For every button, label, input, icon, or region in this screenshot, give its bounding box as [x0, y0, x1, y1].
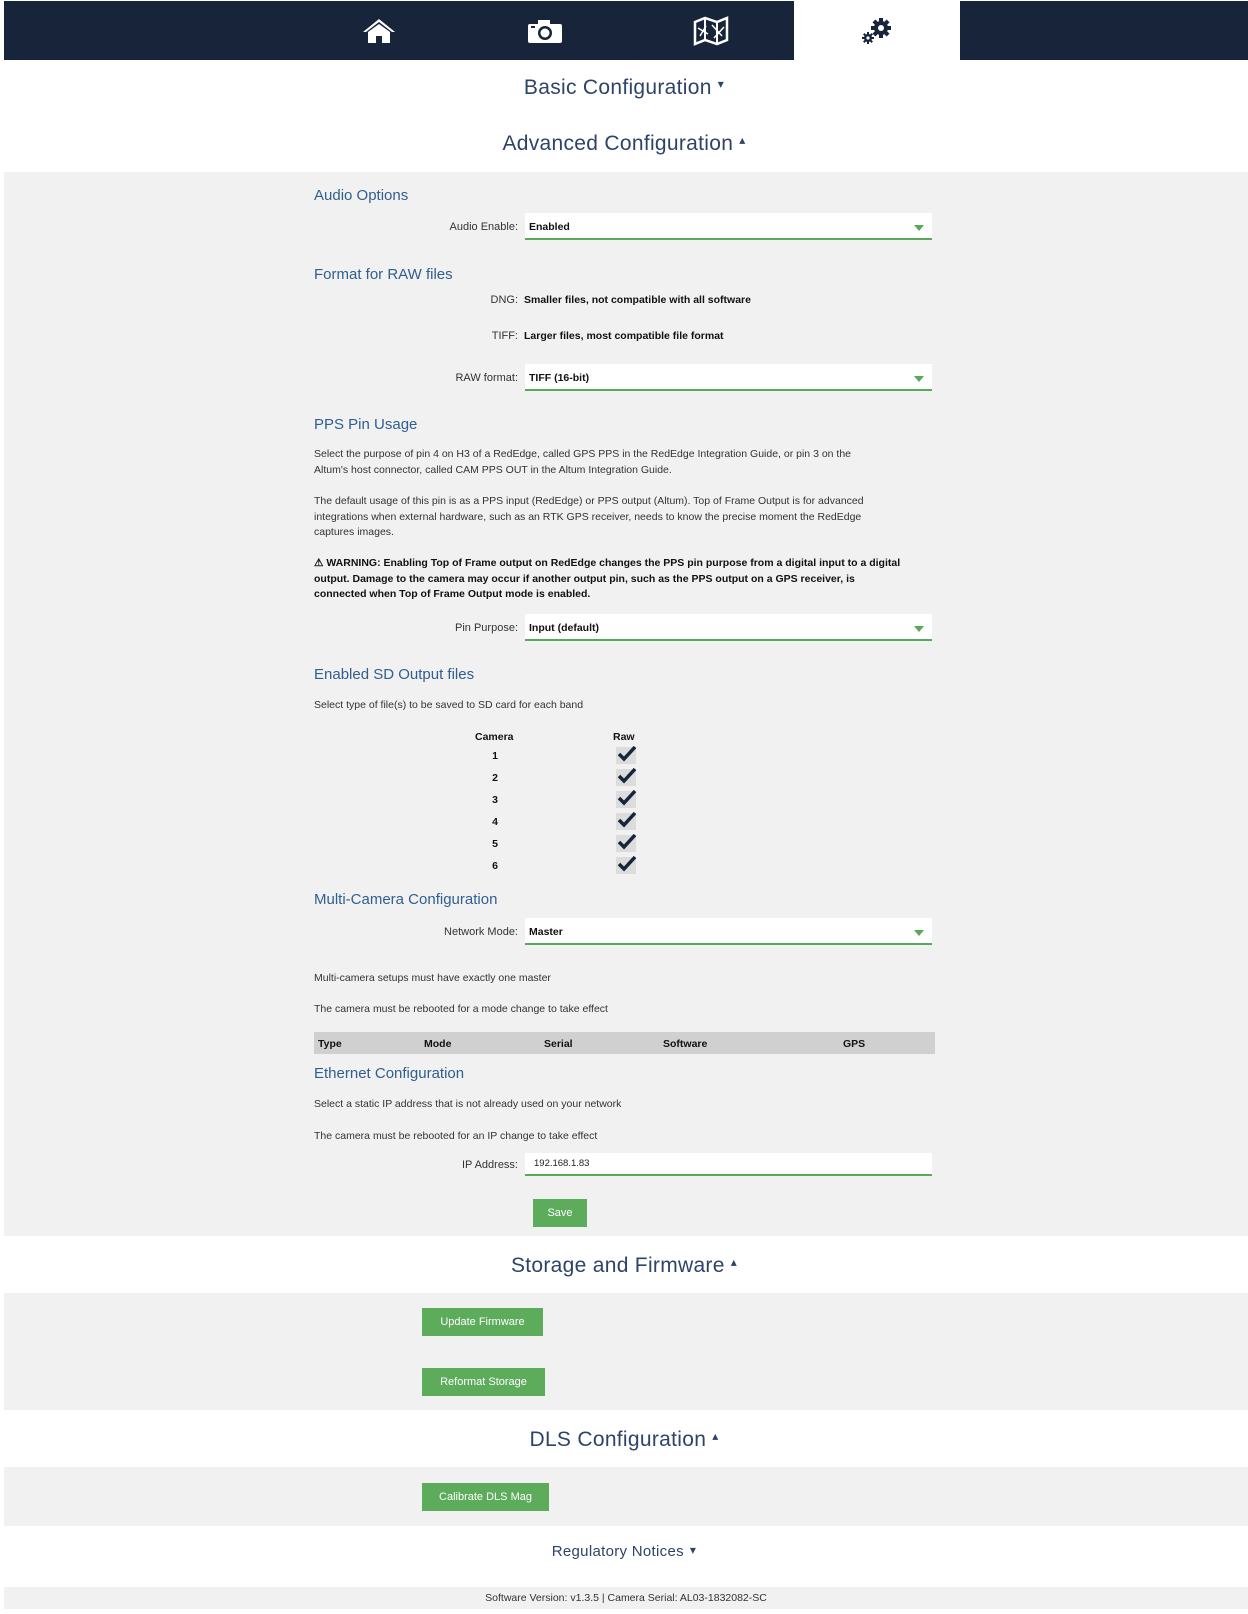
pps-warning-line-3: connected when Top of Frame Output mode is enabled. — [314, 588, 591, 600]
tiff-label: TIFF: — [491, 330, 518, 342]
dls-config-toggle[interactable] — [0, 1428, 1248, 1452]
reformat-storage-button[interactable]: Reformat Storage — [422, 1368, 545, 1396]
caret-down-icon: ▾ — [689, 1543, 697, 1557]
caret-down-icon: ▾ — [717, 77, 725, 91]
calibrate-dls-mag-button[interactable]: Calibrate DLS Mag — [422, 1483, 549, 1511]
dng-description: Smaller files, not compatible with all software — [524, 294, 751, 306]
checkmark-icon — [617, 854, 637, 872]
home-icon — [361, 17, 397, 45]
advanced-config-toggle[interactable] — [0, 132, 1248, 156]
audio-enable-label: Audio Enable: — [449, 221, 518, 233]
pps-desc-2-line-1: The default usage of this pin is as a PPS input (RedEdge) or PPS output (Altum). Top of Frame Output is for advanced — [314, 495, 864, 507]
raw-format-label: RAW format: — [455, 372, 518, 384]
network-mode-label: Network Mode: — [444, 926, 518, 938]
col-serial: Serial — [544, 1038, 573, 1050]
checkmark-icon — [617, 788, 637, 806]
pps-desc-2-line-2: integrations when external hardware, such as an RTK GPS receiver, needs to know the precise moment the RedEdge — [314, 510, 862, 523]
caret-up-icon: ▴ — [730, 1255, 738, 1269]
col-type: Type — [318, 1038, 342, 1050]
dropdown-arrow-icon — [914, 930, 924, 936]
tab-home[interactable] — [296, 1, 462, 60]
raw-checkbox-1[interactable] — [616, 747, 636, 764]
update-firmware-button[interactable]: Update Firmware — [422, 1308, 543, 1336]
pin-purpose-label: Pin Purpose: — [455, 622, 518, 634]
dropdown-arrow-icon — [914, 225, 924, 231]
raw-checkbox-3[interactable] — [616, 791, 636, 808]
raw-checkbox-2[interactable] — [616, 769, 636, 786]
pps-description-1 — [314, 447, 936, 478]
checkmark-icon — [617, 832, 637, 850]
gears-icon — [859, 16, 895, 46]
top-nav — [4, 1, 1248, 60]
pps-desc-2-line-3: captures images. — [314, 526, 394, 538]
pps-heading: PPS Pin Usage — [314, 416, 418, 433]
save-button[interactable]: Save — [533, 1199, 587, 1227]
camera-table-header — [314, 1032, 935, 1054]
pps-desc-1-line-1: Select the purpose of pin 4 on H3 of a RedEdge, called GPS PPS in the RedEdge Integration Guide, or pin 3 on the — [314, 448, 852, 460]
col-software: Software — [663, 1038, 708, 1050]
dls-config-label: DLS Configuration — [529, 1428, 707, 1451]
storage-firmware-panel — [4, 1293, 1248, 1410]
caret-up-icon: ▴ — [739, 133, 746, 147]
camera-number: 3 — [492, 794, 498, 806]
network-mode-select[interactable] — [525, 918, 932, 945]
raw-format-heading: Format for RAW files — [314, 266, 453, 283]
pps-desc-1-line-2: Altum's host connector, called CAM PPS OUT in the Altum Integration Guide. — [314, 463, 672, 476]
ip-address-value: 192.168.1.83 — [534, 1158, 590, 1169]
col-mode: Mode — [424, 1038, 452, 1050]
audio-enable-value: Enabled — [529, 221, 570, 233]
raw-format-value: TIFF (16-bit) — [529, 372, 590, 384]
raw-format-select[interactable] — [525, 364, 932, 391]
sd-output-description: Select type of file(s) to be saved to SD card for each band — [314, 699, 584, 711]
checkmark-icon — [617, 766, 637, 784]
ip-address-label: IP Address: — [461, 1159, 518, 1171]
pin-purpose-value: Input (default) — [529, 622, 599, 634]
multicam-note-master: Multi-camera setups must have exactly one master — [314, 972, 551, 984]
raw-checkbox-4[interactable] — [616, 813, 636, 830]
multicam-note-reboot: The camera must be rebooted for a mode change to take effect — [314, 1003, 608, 1015]
sd-output-heading: Enabled SD Output files — [314, 666, 475, 683]
col-gps: GPS — [843, 1038, 866, 1050]
camera-number: 4 — [492, 816, 498, 828]
camera-number: 1 — [492, 750, 498, 762]
ethernet-note-reboot: The camera must be rebooted for an IP change to take effect — [314, 1130, 598, 1142]
basic-config-toggle[interactable] — [0, 76, 1248, 100]
camera-number: 6 — [492, 860, 498, 872]
regulatory-notices-toggle[interactable] — [0, 1543, 1248, 1560]
dropdown-arrow-icon — [914, 376, 924, 382]
ip-address-input[interactable] — [525, 1153, 932, 1176]
advanced-config-label: Advanced Configuration — [502, 132, 734, 155]
storage-firmware-label: Storage and Firmware — [510, 1254, 725, 1277]
raw-checkbox-6[interactable] — [616, 857, 636, 874]
dng-label: DNG: — [490, 294, 518, 306]
raw-checkbox-5[interactable] — [616, 835, 636, 852]
pps-warning-line-2: output. Damage to the camera may occur if another output pin, such as the PPS output on a GPS receiver, is — [314, 572, 855, 585]
caret-up-icon: ▴ — [712, 1429, 719, 1443]
pps-warning — [314, 556, 936, 603]
tiff-description: Larger files, most compatible file format — [524, 330, 724, 342]
camera-icon — [526, 17, 564, 45]
camera-number: 2 — [492, 772, 498, 784]
regulatory-notices-label: Regulatory Notices — [551, 1543, 684, 1560]
tab-map[interactable] — [628, 1, 794, 60]
pps-description-2 — [314, 494, 936, 541]
map-icon — [692, 16, 730, 46]
dls-config-panel — [4, 1467, 1248, 1526]
network-mode-value: Master — [529, 926, 563, 938]
ethernet-heading: Ethernet Configuration — [314, 1065, 465, 1082]
pps-warning-line-1: ⚠ WARNING: Enabling Top of Frame output on RedEdge changes the PPS pin purpose from a digital input to a digital — [314, 557, 901, 569]
basic-config-label: Basic Configuration — [523, 76, 712, 99]
tab-settings[interactable] — [794, 1, 960, 60]
pin-purpose-select[interactable] — [525, 614, 932, 641]
storage-firmware-toggle[interactable] — [0, 1254, 1248, 1278]
camera-column-header: Camera — [475, 731, 514, 743]
raw-column-header: Raw — [613, 731, 635, 743]
checkmark-icon — [617, 744, 637, 762]
ethernet-note-static-ip: Select a static IP address that is not already used on your network — [314, 1098, 622, 1110]
audio-enable-select[interactable] — [525, 213, 932, 240]
dropdown-arrow-icon — [914, 626, 924, 632]
audio-options-heading: Audio Options — [314, 187, 409, 204]
checkmark-icon — [617, 810, 637, 828]
footer-version-info: Software Version: v1.3.5 | Camera Serial: AL03-1832082-SC — [4, 1587, 1248, 1609]
tab-capture[interactable] — [462, 1, 628, 60]
camera-number: 5 — [492, 838, 498, 850]
multicam-heading: Multi-Camera Configuration — [314, 891, 498, 908]
